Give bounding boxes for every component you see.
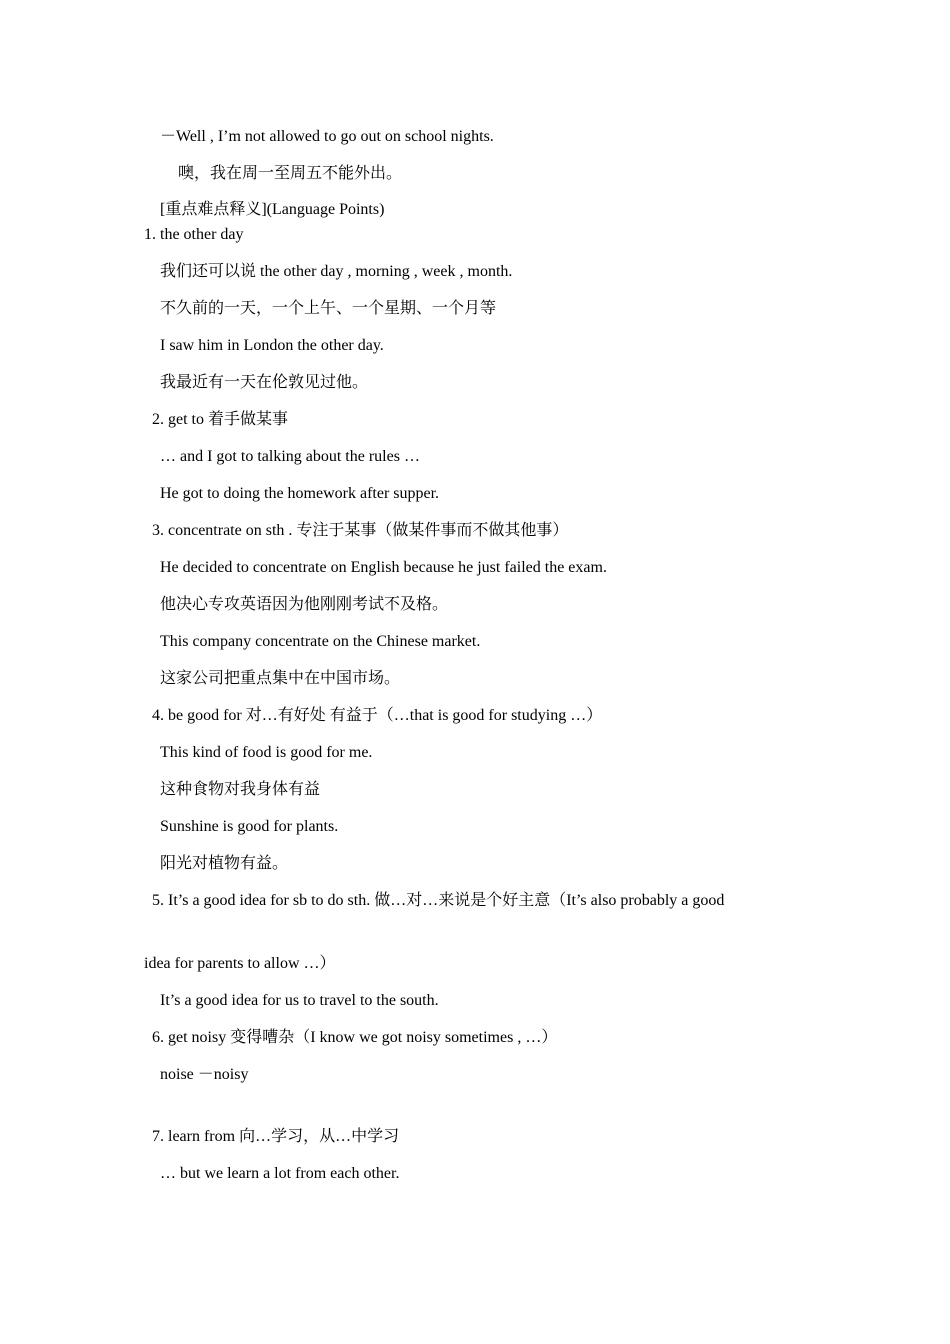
point-1-title: 1. the other day xyxy=(144,226,244,243)
point-3-example-2: This company concentrate on the Chinese market. xyxy=(160,633,481,650)
point-3-example-1: He decided to concentrate on English because he just failed the exam. xyxy=(160,559,607,576)
point-3-example-1-translation: 他决心专攻英语因为他刚刚考试不及格。 xyxy=(160,596,449,613)
point-6-title: 6. get noisy 变得嘈杂（I know we got noisy sometimes , …） xyxy=(152,1029,558,1046)
point-2-title: 2. get to 着手做某事 xyxy=(152,411,288,428)
point-4-example-2: Sunshine is good for plants. xyxy=(160,818,339,835)
point-4-example-2-translation: 阳光对植物有益。 xyxy=(160,855,289,872)
point-4-title: 4. be good for 对…有好处 有益于（…that is good for studying …） xyxy=(152,707,603,724)
point-4-example-1-translation: 这种食物对我身体有益 xyxy=(160,781,321,798)
dialogue-reply-translation: 噢，我在周一至周五不能外出。 xyxy=(178,165,403,182)
point-3-title: 3. concentrate on sth . 专注于某事（做某件事而不做其他事） xyxy=(152,522,569,539)
point-3-example-2-translation: 这家公司把重点集中在中国市场。 xyxy=(160,670,401,687)
section-heading: [重点难点释义](Language Points) xyxy=(160,201,385,218)
point-1-example-translation: 我最近有一天在伦敦见过他。 xyxy=(160,374,369,391)
point-7-quote: … but we learn a lot from each other. xyxy=(160,1165,400,1182)
point-5-title: 5. It’s a good idea for sb to do sth. 做…对…来说是个好主意（It’s also probably a good xyxy=(152,892,725,909)
point-4-example-1: This kind of food is good for me. xyxy=(160,744,373,761)
point-2-quote: … and I got to talking about the rules … xyxy=(160,448,420,465)
point-1-note-translation: 不久前的一天，一个上午、一个星期、一个月等 xyxy=(160,300,497,317)
point-2-example: He got to doing the homework after supper. xyxy=(160,485,440,502)
dialogue-reply: －Well , I’m not allowed to go out on school nights. xyxy=(160,128,494,145)
point-1-example: I saw him in London the other day. xyxy=(160,337,384,354)
point-7-title: 7. learn from 向…学习，从…中学习 xyxy=(152,1128,400,1145)
point-5-example: It’s a good idea for us to travel to the south. xyxy=(160,992,439,1009)
point-5-title-continued: idea for parents to allow …） xyxy=(144,955,336,972)
point-6-note: noise －noisy xyxy=(160,1066,249,1083)
point-1-note: 我们还可以说 the other day , morning , week , month. xyxy=(160,263,513,280)
